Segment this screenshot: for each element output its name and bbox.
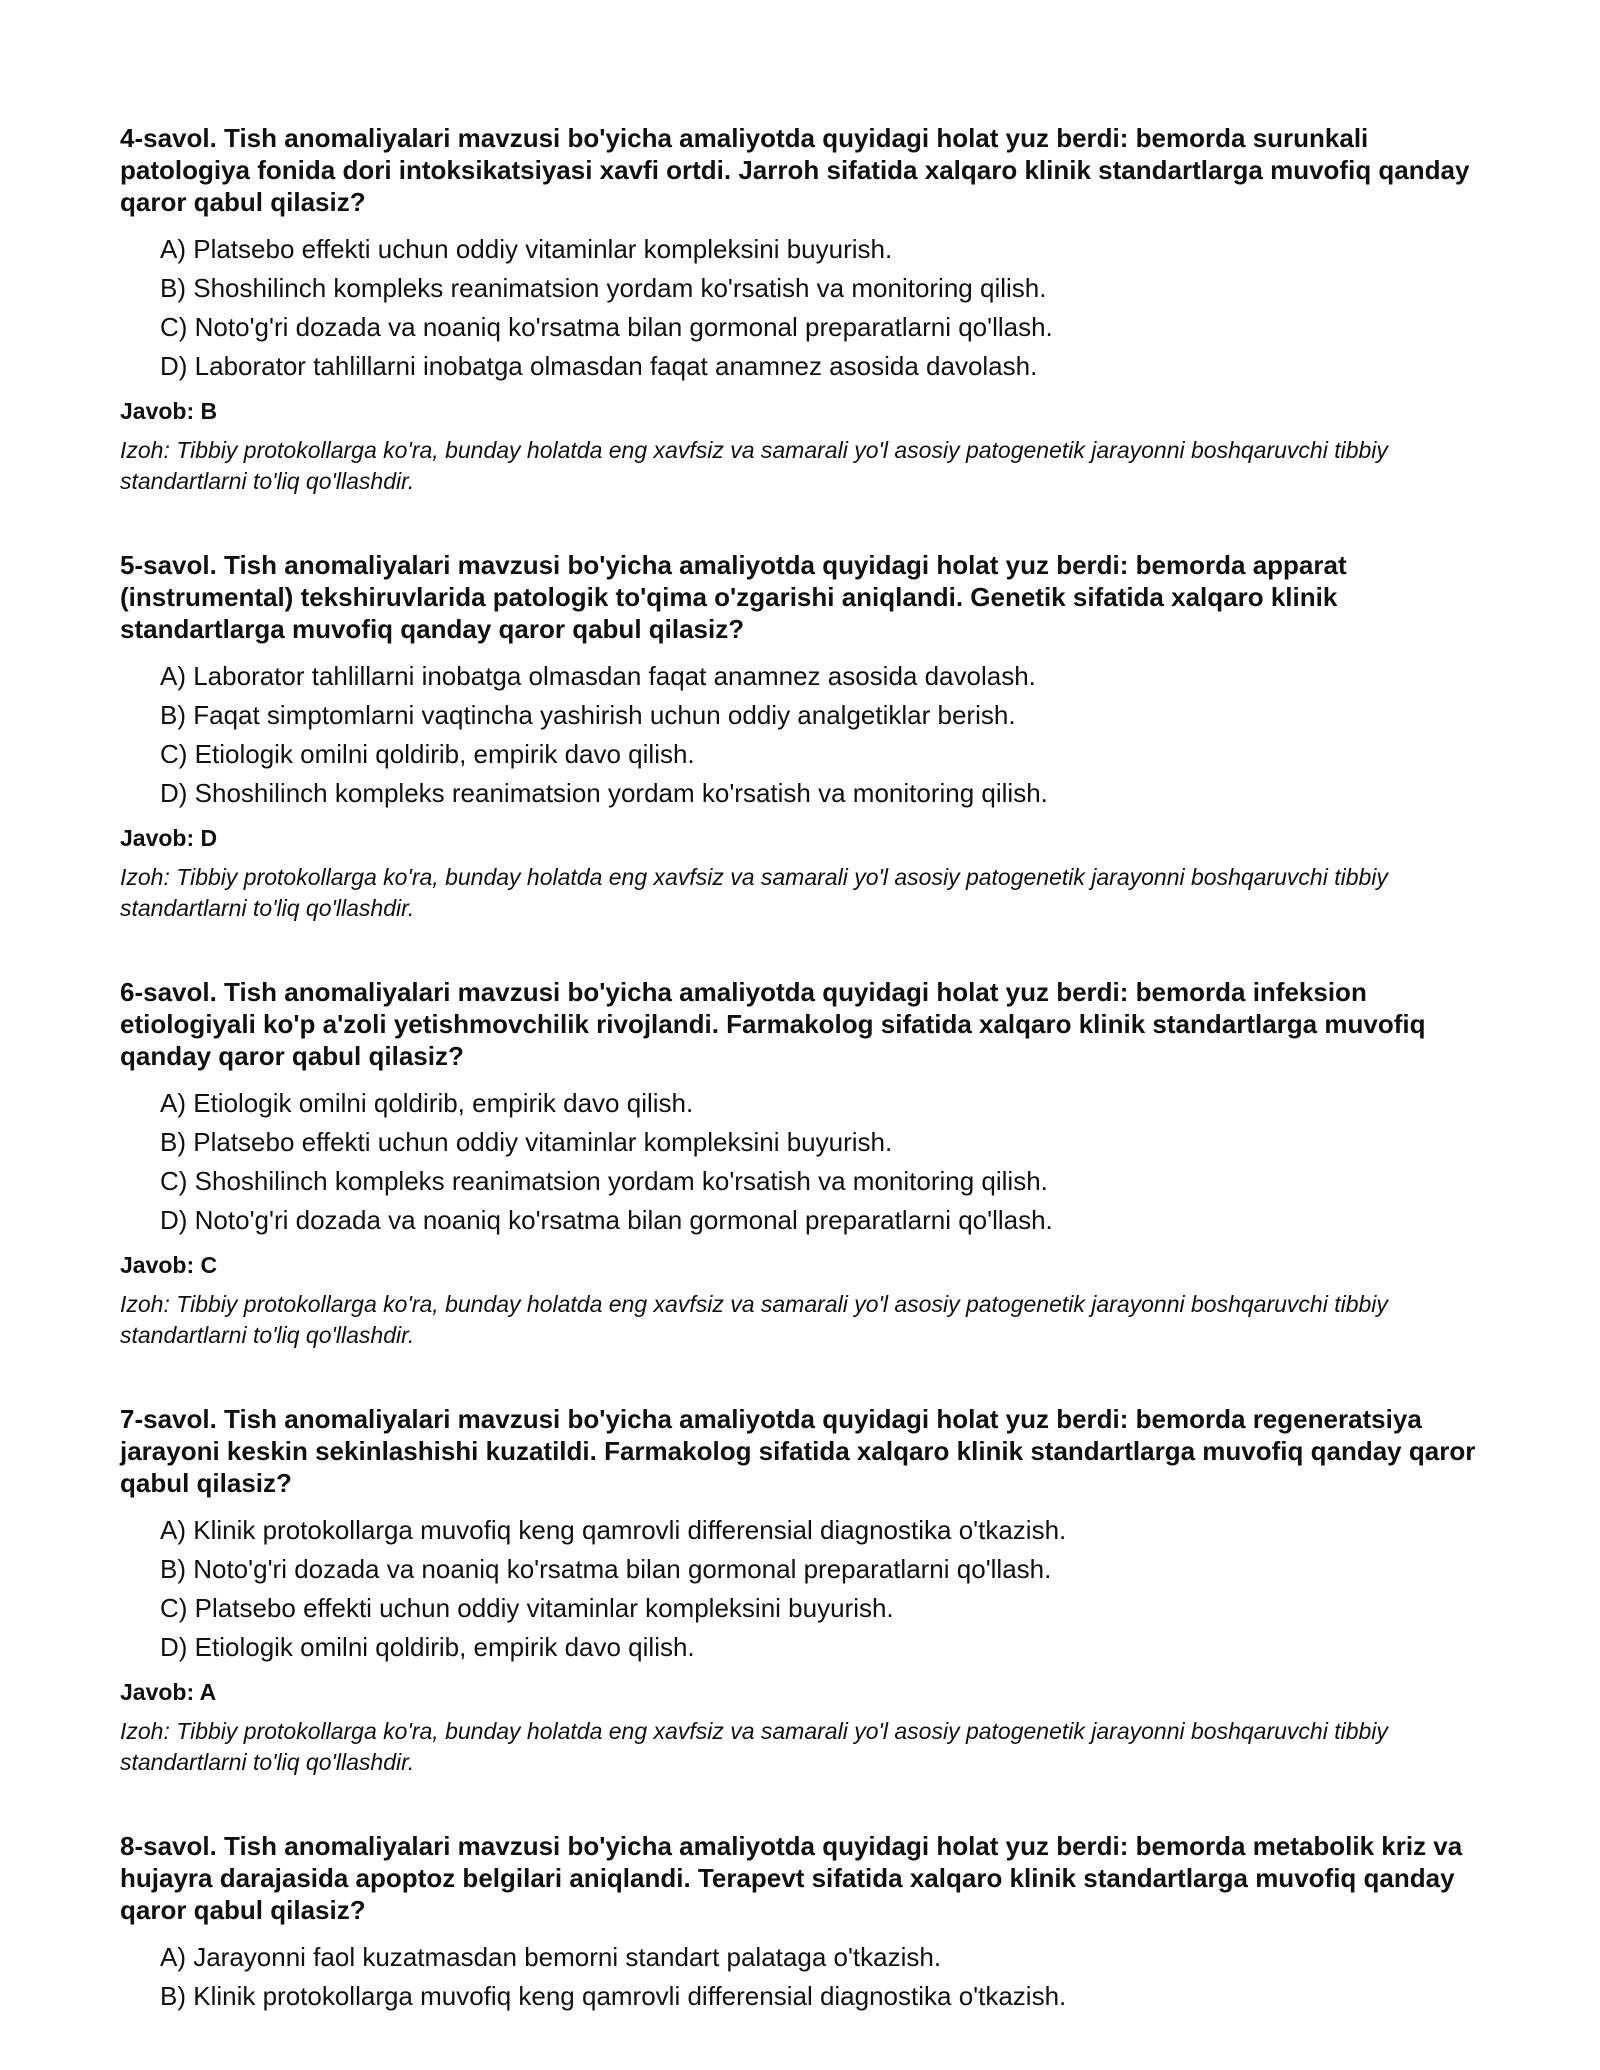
question-block <box>120 976 1500 1351</box>
answer-label: Javob: B <box>120 398 218 424</box>
document-page <box>120 122 1500 2068</box>
answer-label: Javob: A <box>120 1679 217 1705</box>
option-c: C) Shoshilinch kompleks reanimatsion yordam ko'rsatish va monitoring qilish. <box>160 1166 1048 1196</box>
question-block <box>120 1830 1500 2016</box>
option-a: A) Klinik protokollarga muvofiq keng qamrovli differensial diagnostika o'tkazish. <box>160 1515 1067 1545</box>
answer-options <box>120 1938 1500 2016</box>
answer-options <box>120 230 1500 386</box>
answer-label: Javob: C <box>120 1252 218 1278</box>
answer-options <box>120 657 1500 813</box>
answer-options <box>120 1084 1500 1240</box>
option-d: D) Shoshilinch kompleks reanimatsion yordam ko'rsatish va monitoring qilish. <box>160 778 1048 808</box>
option-c: C) Platsebo effekti uchun oddiy vitaminlar kompleksini buyurish. <box>160 1593 894 1623</box>
option-c: C) Noto'g'ri dozada va noaniq ko'rsatma bilan gormonal preparatlarni qo'llash. <box>160 312 1053 342</box>
option-b: B) Shoshilinch kompleks reanimatsion yordam ko'rsatish va monitoring qilish. <box>160 273 1047 303</box>
explanation-text: Izoh: Tibbiy protokollarga ko'ra, bunday holatda eng xavfsiz va samarali yo'l asosiy patogenetik jarayonni boshqaruvchi tibbiy standartlarni to'liq qo'llashdir. <box>120 1291 1388 1348</box>
answer-label: Javob: D <box>120 825 218 851</box>
question-block <box>120 122 1500 497</box>
question-text: 4-savol. Tish anomaliyalari mavzusi bo'yicha amaliyotda quyidagi holat yuz berdi: bemorda surunkali patologiya fonida dori intoksikatsiyasi xavfi ortdi. Jarroh sifatida xalqaro klinik standartlarga muvofiq qanday qaror qabul qilasiz? <box>120 123 1470 217</box>
explanation-text: Izoh: Tibbiy protokollarga ko'ra, bunday holatda eng xavfsiz va samarali yo'l asosiy patogenetik jarayonni boshqaruvchi tibbiy standartlarni to'liq qo'llashdir. <box>120 864 1388 921</box>
option-a: A) Platsebo effekti uchun oddiy vitaminlar kompleksini buyurish. <box>160 234 893 264</box>
question-text: 8-savol. Tish anomaliyalari mavzusi bo'yicha amaliyotda quyidagi holat yuz berdi: bemorda metabolik kriz va hujayra darajasida apoptoz belgilari aniqlandi. Terapevt sifatida xalqaro klinik standartlarga muvofiq qanday qaror qabul qilasiz? <box>120 1831 1463 1925</box>
option-a: A) Jarayonni faol kuzatmasdan bemorni standart palataga o'tkazish. <box>160 1942 942 1972</box>
question-text: 7-savol. Tish anomaliyalari mavzusi bo'yicha amaliyotda quyidagi holat yuz berdi: bemorda regeneratsiya jarayoni keskin sekinlashishi kuzatildi. Farmakolog sifatida xalqaro klinik standartlarga muvofiq qanday qaror qabul qilasiz? <box>120 1404 1476 1498</box>
option-b: B) Klinik protokollarga muvofiq keng qamrovli differensial diagnostika o'tkazish. <box>160 1981 1067 2011</box>
option-a: A) Etiologik omilni qoldirib, empirik davo qilish. <box>160 1088 694 1118</box>
option-d: D) Laborator tahlillarni inobatga olmasdan faqat anamnez asosida davolash. <box>160 351 1038 381</box>
option-a: A) Laborator tahlillarni inobatga olmasdan faqat anamnez asosida davolash. <box>160 661 1036 691</box>
option-b: B) Faqat simptomlarni vaqtincha yashirish uchun oddiy analgetiklar berish. <box>160 700 1016 730</box>
option-b: B) Noto'g'ri dozada va noaniq ko'rsatma bilan gormonal preparatlarni qo'llash. <box>160 1554 1052 1584</box>
option-d: D) Noto'g'ri dozada va noaniq ko'rsatma bilan gormonal preparatlarni qo'llash. <box>160 1205 1053 1235</box>
explanation-text: Izoh: Tibbiy protokollarga ko'ra, bunday holatda eng xavfsiz va samarali yo'l asosiy patogenetik jarayonni boshqaruvchi tibbiy standartlarni to'liq qo'llashdir. <box>120 1718 1388 1775</box>
question-block <box>120 549 1500 924</box>
question-text: 5-savol. Tish anomaliyalari mavzusi bo'yicha amaliyotda quyidagi holat yuz berdi: bemorda apparat (instrumental) tekshiruvlarida patologik to'qima o'zgarishi aniqlandi. Genetik sifatida xalqaro klinik standartlarga muvofiq qanday qaror qabul qilasiz? <box>120 550 1347 644</box>
option-c: C) Etiologik omilni qoldirib, empirik davo qilish. <box>160 739 695 769</box>
question-text: 6-savol. Tish anomaliyalari mavzusi bo'yicha amaliyotda quyidagi holat yuz berdi: bemorda infeksion etiologiyali ko'p a'zoli yetishmovchilik rivojlandi. Farmakolog sifatida xalqaro klinik standartlarga muvofiq qanday qaror qabul qilasiz? <box>120 977 1426 1071</box>
answer-options <box>120 1511 1500 1667</box>
option-d: D) Etiologik omilni qoldirib, empirik davo qilish. <box>160 1632 695 1662</box>
option-b: B) Platsebo effekti uchun oddiy vitaminlar kompleksini buyurish. <box>160 1127 893 1157</box>
question-block <box>120 1403 1500 1778</box>
explanation-text: Izoh: Tibbiy protokollarga ko'ra, bunday holatda eng xavfsiz va samarali yo'l asosiy patogenetik jarayonni boshqaruvchi tibbiy standartlarni to'liq qo'llashdir. <box>120 437 1388 494</box>
